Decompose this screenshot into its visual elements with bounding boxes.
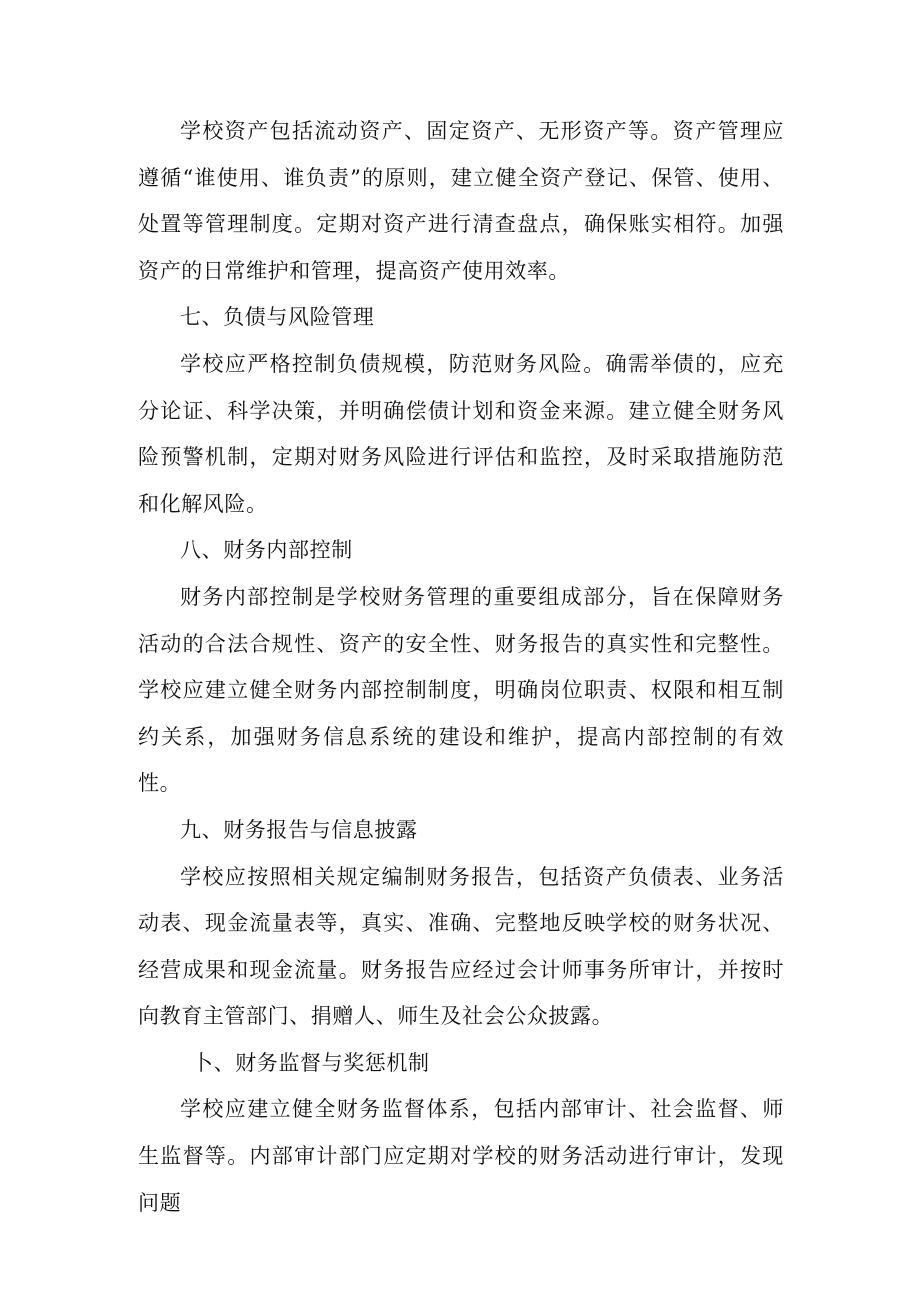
paragraph-liability-risk: 学校应严格控制负债规模，防范财务风险。确需举债的，应充分论证、科学决策，并明确偿债计划和资金来源。建立健全财务风险预警机制，定期对财务风险进行评估和监控，及时采取措施防范和化解风险。 — [138, 351, 784, 516]
heading-section-7: 七、负债与风险管理 — [180, 305, 375, 330]
paragraph-internal-control: 财务内部控制是学校财务管理的重要组成部分，旨在保障财务活动的合法合规性、资产的安全性、财务报告的真实性和完整性。学校应建立健全财务内部控制制度，明确岗位职责、权限和相互制约关系，加强财务信息系统的建设和维护，提高内部控制的有效性。 — [138, 584, 784, 796]
paragraph-financial-reporting: 学校应按照相关规定编制财务报告，包括资产负债表、业务活动表、现金流量表等，真实、准确、完整地反映学校的财务状况、经营成果和现金流量。财务报告应经过会计师事务所审计，并按时向教育主管部门、捐赠人、师生及社会公众披露。 — [138, 864, 784, 1029]
heading-section-9: 九、财务报告与信息披露 — [180, 817, 418, 842]
document-body — [138, 108, 784, 1226]
heading-section-10: 卜、财务监督与奖惩机制 — [192, 1050, 430, 1075]
paragraph-asset-management: 学校资产包括流动资产、固定资产、无形资产等。资产管理应遵循“谁使用、谁负责”的原则，建立健全资产登记、保管、使用、处置等管理制度。定期对资产进行清查盘点，确保账实相符。加强资产的日常维护和管理，提高资产使用效率。 — [138, 119, 784, 283]
paragraph-supervision: 学校应建立健全财务监督体系，包括内部审计、社会监督、师生监督等。内部审计部门应定期对学校的财务活动进行审计，发现问题 — [138, 1097, 784, 1215]
heading-section-8: 八、财务内部控制 — [180, 538, 353, 563]
